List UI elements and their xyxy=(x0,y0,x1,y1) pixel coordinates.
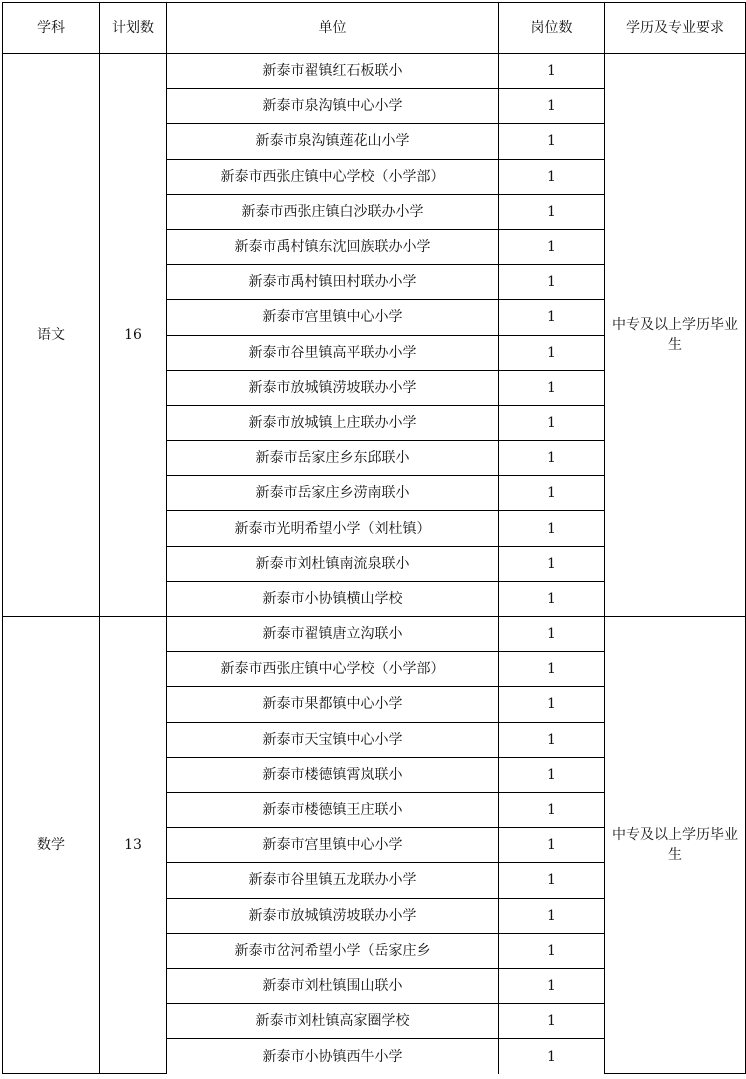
unit-cell: 新泰市翟镇红石板联小 xyxy=(167,54,499,89)
header-row xyxy=(3,3,746,54)
unit-cell: 新泰市小协镇西牛小学 xyxy=(167,1039,499,1074)
requirement-cell: 中专及以上学历毕业生 xyxy=(605,617,746,1074)
unit-cell: 新泰市西张庄镇中心学校（小学部） xyxy=(167,159,499,194)
unit-cell: 新泰市放城镇涝坡联办小学 xyxy=(167,898,499,933)
post-count-cell: 1 xyxy=(499,581,605,616)
post-count-cell: 1 xyxy=(499,194,605,229)
post-count-cell: 1 xyxy=(499,370,605,405)
post-count-cell: 1 xyxy=(499,863,605,898)
header-post-count: 岗位数 xyxy=(499,3,605,54)
post-count-cell: 1 xyxy=(499,722,605,757)
header-plan-count: 计划数 xyxy=(100,3,167,54)
subject-cell: 数学 xyxy=(3,617,100,1074)
unit-cell: 新泰市岳家庄乡东邱联小 xyxy=(167,441,499,476)
post-count-cell: 1 xyxy=(499,828,605,863)
header-requirement: 学历及专业要求 xyxy=(605,3,746,54)
post-count-cell: 1 xyxy=(499,546,605,581)
post-count-cell: 1 xyxy=(499,933,605,968)
unit-cell: 新泰市岔河希望小学（岳家庄乡 xyxy=(167,933,499,968)
post-count-cell: 1 xyxy=(499,687,605,722)
unit-cell: 新泰市翟镇唐立沟联小 xyxy=(167,617,499,652)
unit-cell: 新泰市小协镇横山学校 xyxy=(167,581,499,616)
unit-cell: 新泰市谷里镇五龙联办小学 xyxy=(167,863,499,898)
post-count-cell: 1 xyxy=(499,1004,605,1039)
post-count-cell: 1 xyxy=(499,89,605,124)
post-count-cell: 1 xyxy=(499,898,605,933)
unit-cell: 新泰市泉沟镇中心小学 xyxy=(167,89,499,124)
post-count-cell: 1 xyxy=(499,159,605,194)
unit-cell: 新泰市放城镇涝坡联办小学 xyxy=(167,370,499,405)
unit-cell: 新泰市禹村镇田村联办小学 xyxy=(167,265,499,300)
table-body xyxy=(3,54,746,1074)
header-unit: 单位 xyxy=(167,3,499,54)
post-count-cell: 1 xyxy=(499,757,605,792)
unit-cell: 新泰市光明希望小学（刘杜镇） xyxy=(167,511,499,546)
table-row xyxy=(3,54,746,89)
post-count-cell: 1 xyxy=(499,617,605,652)
post-count-cell: 1 xyxy=(499,441,605,476)
unit-cell: 新泰市宫里镇中心小学 xyxy=(167,828,499,863)
unit-cell: 新泰市禹村镇东沈回族联办小学 xyxy=(167,229,499,264)
unit-cell: 新泰市放城镇上庄联办小学 xyxy=(167,405,499,440)
unit-cell: 新泰市天宝镇中心小学 xyxy=(167,722,499,757)
post-count-cell: 1 xyxy=(499,792,605,827)
post-count-cell: 1 xyxy=(499,124,605,159)
post-count-cell: 1 xyxy=(499,229,605,264)
post-count-cell: 1 xyxy=(499,476,605,511)
unit-cell: 新泰市刘杜镇围山联小 xyxy=(167,968,499,1003)
post-count-cell: 1 xyxy=(499,300,605,335)
header-subject: 学科 xyxy=(3,3,100,54)
unit-cell: 新泰市楼德镇霄岚联小 xyxy=(167,757,499,792)
unit-cell: 新泰市刘杜镇南流泉联小 xyxy=(167,546,499,581)
post-count-cell: 1 xyxy=(499,405,605,440)
unit-cell: 新泰市岳家庄乡涝南联小 xyxy=(167,476,499,511)
post-count-cell: 1 xyxy=(499,265,605,300)
post-count-cell: 1 xyxy=(499,968,605,1003)
unit-cell: 新泰市谷里镇高平联办小学 xyxy=(167,335,499,370)
table-row xyxy=(3,617,746,652)
unit-cell: 新泰市果都镇中心小学 xyxy=(167,687,499,722)
unit-cell: 新泰市西张庄镇中心学校（小学部） xyxy=(167,652,499,687)
unit-cell: 新泰市宫里镇中心小学 xyxy=(167,300,499,335)
unit-cell: 新泰市泉沟镇莲花山小学 xyxy=(167,124,499,159)
post-count-cell: 1 xyxy=(499,511,605,546)
plan-count-cell: 13 xyxy=(100,617,167,1074)
post-count-cell: 1 xyxy=(499,652,605,687)
requirement-cell: 中专及以上学历毕业生 xyxy=(605,54,746,617)
post-count-cell: 1 xyxy=(499,1039,605,1074)
post-count-cell: 1 xyxy=(499,335,605,370)
post-count-cell: 1 xyxy=(499,54,605,89)
plan-count-cell: 16 xyxy=(100,54,167,617)
subject-cell: 语文 xyxy=(3,54,100,617)
unit-cell: 新泰市刘杜镇高家圈学校 xyxy=(167,1004,499,1039)
unit-cell: 新泰市西张庄镇白沙联办小学 xyxy=(167,194,499,229)
unit-cell: 新泰市楼德镇王庄联小 xyxy=(167,792,499,827)
recruitment-table xyxy=(2,2,746,1074)
